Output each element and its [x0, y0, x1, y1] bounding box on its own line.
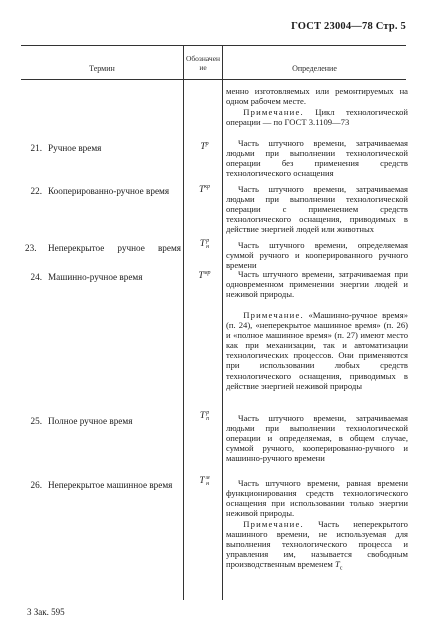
definition-25: Часть штучного времени, затрачиваемая людьми при выполнении технологической операции и определяемая, в общем случае, суммой ручного, кооперированно-ручного и машинно-ручного времени — [226, 413, 408, 464]
definition-22: Часть штучного времени, затрачиваемая людьми при выполнении технологической операции с применением средств технологического оснащения, приводимых в действие энергией людей или животных — [226, 184, 408, 235]
note-1 — [226, 107, 408, 127]
term-number: 21. — [30, 143, 42, 153]
term-symbol: $T^{кр}$ — [198, 184, 211, 196]
term-row — [25, 186, 182, 196]
note-symbol: T — [335, 559, 340, 570]
definition-21: Часть штучного времени, затрачиваемая людьми при выполнении технологической операции без применения средств технологического оснащения — [226, 138, 408, 179]
term-name: Машинно-ручное время — [48, 272, 143, 282]
term-symbol: $T^р$ — [200, 141, 209, 153]
definition-23: Часть штучного времени, определяемая суммой ручного и кооперированного ручного времени — [226, 240, 408, 271]
term-row — [25, 416, 182, 426]
note-text: «Машинно-ручное время» (п. 24), «неперекрытое машинное время» (п. 26) и «полное машинное время» (п. 27) имеют место как при механизации, так и автоматизации технологических процессов. Они применяются при использовании любых средств технологического оснащения, приводимых в действие энергией неживой природы — [226, 310, 408, 391]
term-number: 25. — [30, 416, 42, 426]
column-header-term: Термин — [89, 64, 115, 73]
term-row — [25, 143, 182, 153]
term-symbol: T р п — [199, 410, 210, 422]
table-top-border — [21, 45, 406, 46]
term-symbol: T м н — [199, 475, 210, 487]
term-symbol: T р н — [199, 238, 210, 250]
term-row — [25, 243, 181, 253]
term-row — [25, 272, 182, 282]
column-header-definition: Определение — [292, 64, 337, 73]
note-text: Часть неперекрытого машинного времени, не используемая для выполнения технологического процесса и управления им, называется свободным производственным временем — [226, 519, 408, 570]
definition-continuation: менно изготовляемых или ремонтируемых на одном рабочем месте. — [226, 86, 408, 107]
note-2 — [226, 310, 408, 391]
note-heading: Примечание. — [243, 310, 304, 320]
column-header-symbol: Обозначение — [185, 54, 221, 72]
note-symbol-sub: с — [339, 566, 343, 573]
page-header: ГОСТ 23004—78 Стр. 5 — [291, 21, 406, 32]
note-text: Цикл технологической операции — по ГОСТ 3.1109—73 — [226, 107, 408, 128]
definition-26: Часть штучного времени, равная времени функционирования средств технологического оснащения при использовании только энергии неживой природы. — [226, 478, 408, 519]
term-name: Кооперированно-ручное время — [48, 186, 170, 196]
term-number: 22. — [30, 186, 42, 196]
term-symbol: $T^{мр}$ — [198, 270, 211, 282]
term-row — [25, 480, 181, 490]
term-name: Полное ручное время — [48, 416, 133, 426]
term-name: Ручное время — [48, 143, 102, 153]
term-number: 23. — [25, 243, 37, 253]
note-heading: Примечание. — [243, 519, 304, 529]
note-heading: Примечание. — [243, 107, 304, 117]
definition-24: Часть штучного времени, затрачиваемая при одновременном применении энергии людей и неживой природы. — [226, 269, 408, 300]
column-divider — [183, 45, 184, 600]
term-number: 24. — [30, 272, 42, 282]
table-header-border — [21, 79, 406, 80]
term-name: Неперекрытое ручное время — [48, 243, 181, 253]
page-footer: 3 Зак. 595 — [27, 607, 65, 617]
term-number: 26. — [30, 480, 42, 490]
column-divider — [222, 45, 223, 600]
note-3 — [226, 519, 408, 574]
term-name: Неперекрытое машинное время — [48, 480, 173, 490]
